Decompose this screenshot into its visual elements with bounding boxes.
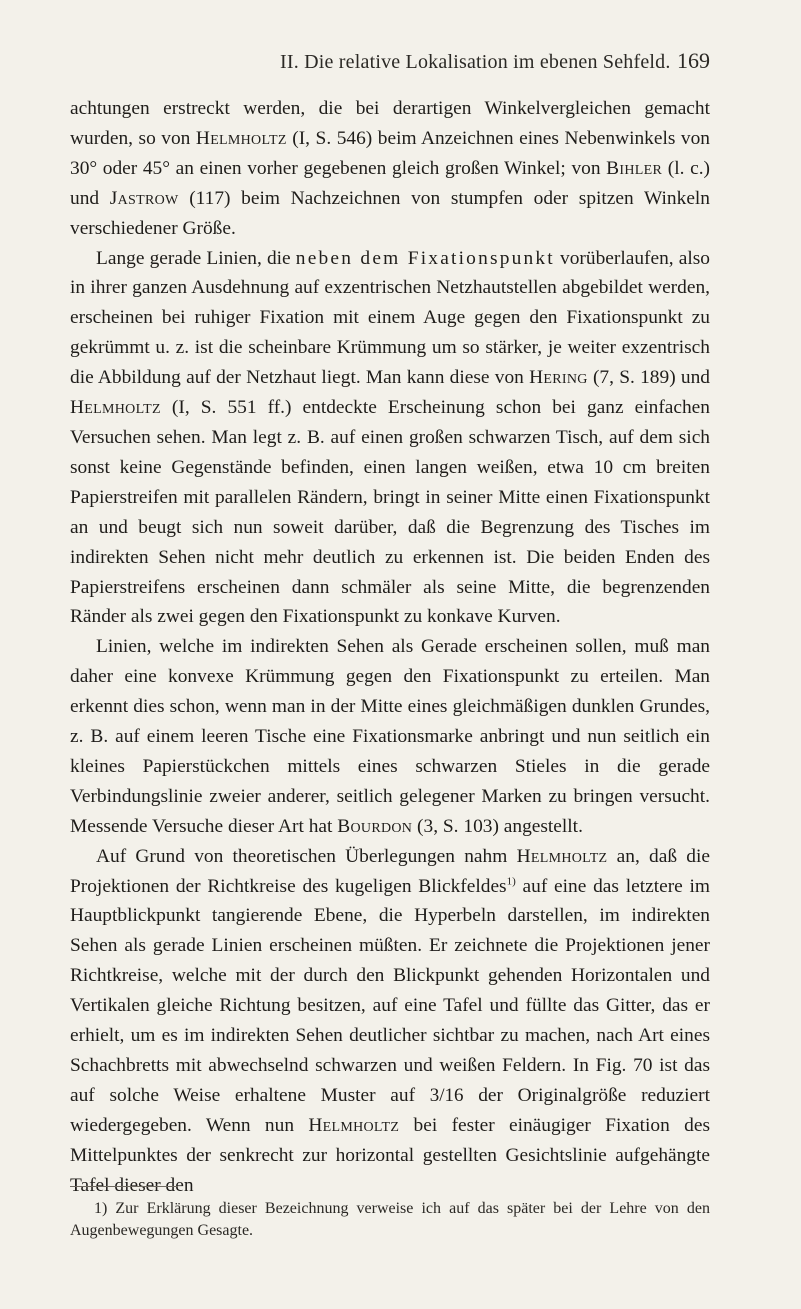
author-name: Helmholtz [195,127,287,149]
text-run: (7, S. 189) und [587,367,710,389]
text-run: (I, S. 546) beim Anzeichnen eines Nebenwinkels von 30° oder 45° an einen vorher gegebenen gleich großen Winkel; von [70,127,710,179]
paragraph-3 [70,632,710,841]
paragraph-4 [70,842,710,1201]
text-run: (3, S. 103) angestellt. [412,815,583,837]
text-run: Auf Grund von theoretischen Überlegungen nahm [96,845,517,867]
author-name: Helmholtz [308,1114,400,1136]
spaced-emphasis: neben dem Fixationspunkt [295,247,555,269]
body-text [70,94,710,1201]
running-head: II. Die relative Lokalisation im ebenen Sehfeld. [280,51,671,73]
fraction: 3/16 [429,1084,464,1106]
page-header [70,48,710,74]
footnote-reference[interactable]: 1) [506,875,516,888]
author-name: Bourdon [337,815,413,837]
author-name: Hering [529,367,588,389]
author-name: Helmholtz [516,845,608,867]
text-run: achtungen erstreckt werden, die bei derartigen Winkelvergleichen gemacht wurden, so von [70,98,710,149]
author-name: Helmholtz [70,397,161,419]
text-run: an, daß die Projektionen der Richtkreise des kugeligen Blickfeldes [70,845,710,897]
author-name: Bihler [606,157,663,179]
paragraph-2 [70,244,710,633]
text-run: vorüberlaufen, also in ihrer ganzen Ausdehnung auf exzentrischen Netzhautstellen abgebildet werden, erscheinen bei ruhiger Fixation mit einem Auge gegen den Fixationspunkt zu gekrümmt u. z. ist die scheinbare Krümmung um so stärker, je weiter exzentrisch die Abbildung auf der Netzhaut liegt. Man kann diese von [70,247,710,389]
text-run: der Originalgröße reduziert wiedergegeben. Wenn nun [70,1084,710,1136]
paragraph-1 [70,94,710,244]
footnote-text: 1) Zur Erklärung dieser Bezeichnung verweise ich auf das später bei der Lehre von den Augenbewegungen Gesagte. [70,1200,710,1239]
text-run: Linien, welche im indirekten Sehen als Gerade erscheinen sollen, muß man daher eine konvexe Krümmung gegen den Fixationspunkt zu erteilen. Man erkennt dies schon, wenn man in der Mitte eines gleichmäßigen dunklen Grundes, z. B. auf einem leeren Tische eine Fixationsmarke anbringt und nun seitlich ein kleines Papierstückchen mittels eines schwarzen Stieles in die gerade Verbindungslinie zweier anderer, seitlich gelegener Marken zu bringen versucht. Messende Versuche dieser Art hat [70,636,710,837]
text-run: (I, S. 551 ff.) entdeckte Erscheinung schon bei ganz einfachen Versuchen sehen. Man legt z. B. auf einen großen schwarzen Tisch, auf dem sich sonst keine Gegenstände befinden, einen langen weißen, etwa 10 cm breiten Papierstreifen mit parallelen Rändern, bringt in seiner Mitte einen Fixationspunkt an und beugt sich nun soweit darüber, daß die Begrenzung des Tisches im indirekten Sehen nicht mehr deutlich zu erkennen ist. Die beiden Enden des Papierstreifens erscheinen dann schmäler als seine Mitte, die begrenzenden Ränder als zwei gegen den Fixationspunkt zu konkave Kurven. [70,397,710,628]
text-run: auf eine das letztere im Hauptblickpunkt tangierende Ebene, die Hyperbeln darstellen, im indirekten Sehen als gerade Linien erscheinen müßten. Er zeichnete die Projektionen jener Richtkreise, welche mit der durch den Blickpunkt gehenden Horizontalen und Vertikalen gleiche Richtung besitzen, auf eine Tafel und füllte das Gitter, das er erhielt, um es im indirekten Sehen deutlicher sichtbar zu machen, nach Art eines Schachbretts mit abwechselnd schwarzen und weißen Feldern. In Fig. 70 ist das auf solche Weise erhaltene Muster auf [70,875,710,1106]
text-run: (117) beim Nachzeichnen von stumpfen oder spitzen Winkeln verschiedener Größe. [70,187,711,239]
footnote [70,1198,710,1242]
page-number: 169 [677,48,710,73]
author-name: Jastrow [109,187,179,209]
text-run: bei fester einäugiger Fixation des Mittelpunktes der senkrecht zur horizontal gestellten Gesichtslinie aufgehängte Tafel dieser den [70,1114,710,1196]
text-run: (l. c.) und [70,157,710,209]
text-run: Lange gerade Linien, die [96,247,296,269]
footnote-divider [70,1186,178,1187]
